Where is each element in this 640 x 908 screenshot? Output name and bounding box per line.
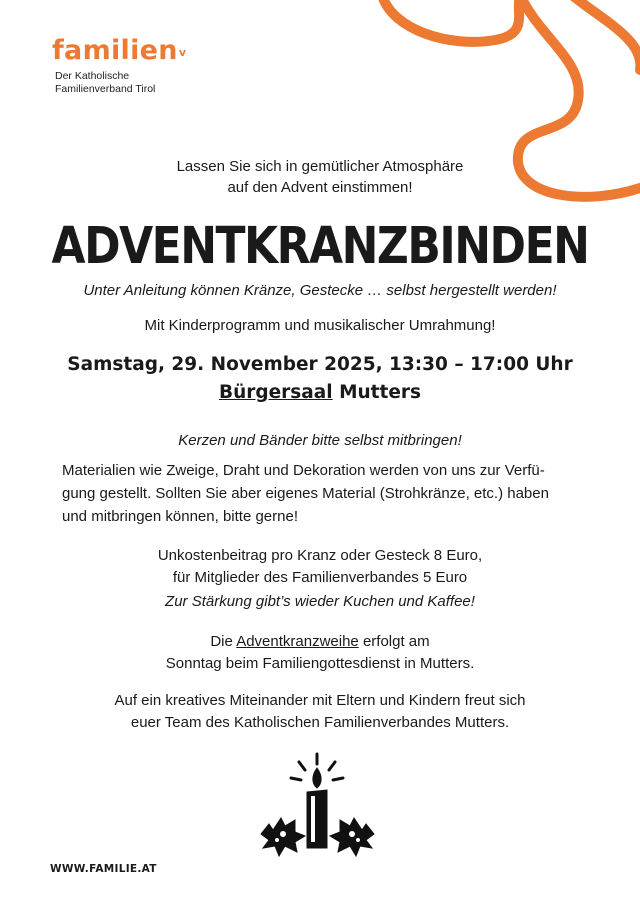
familienverband-logo[interactable] [52, 36, 186, 95]
blessing-line1 [0, 631, 640, 653]
intro-line1: Lassen Sie sich in gemütlicher Atmosphäre [176, 158, 464, 175]
logo-mark: v [178, 46, 187, 59]
event-datetime: Samstag, 29. November 2025, 13:30 – 17:00 Uhr [67, 354, 573, 375]
bring-note: Kerzen und Bänder bitte selbst mitbringen! [178, 432, 462, 449]
event-venue [0, 380, 640, 406]
blessing-line2: Sonntag beim Familiengottesdienst in Mutters. [165, 655, 475, 672]
venue-place: Mutters [332, 382, 422, 403]
closing-line2: euer Team des Katholischen Familienverbandes Mutters. [130, 714, 510, 731]
cost-line1: Unkostenbeitrag pro Kranz oder Gesteck 8 Euro, [157, 547, 483, 564]
logo-wordmark [52, 36, 186, 66]
website-link[interactable]: WWW.FAMILIE.AT [50, 863, 157, 875]
intro-text [0, 156, 640, 198]
kids-program-note: Mit Kinderprogramm und musikalischer Umrahmung! [144, 317, 496, 334]
blessing-suffix: erfolgt am [358, 633, 430, 650]
cost-line2: für Mitglieder des Familienverbandes 5 Euro [172, 569, 468, 586]
blessing-link[interactable]: Adventkranzweihe [236, 633, 359, 650]
cake-note: Zur Stärkung gibt’s wieder Kuchen und Kaffee! [165, 593, 475, 610]
page-title: ADVENTKRANZBINDEN [51, 217, 589, 276]
intro-line2: auf den Advent einstimmen! [227, 179, 413, 196]
materials-paragraph [62, 459, 582, 528]
blessing-info [0, 631, 640, 675]
blessing-prefix: Die [210, 633, 237, 650]
logo-subtitle [55, 70, 186, 95]
materials-line1: Materialien wie Zweige, Draht und Dekoration werden von uns zur Verfü- [62, 462, 545, 479]
subtitle: Unter Anleitung können Kränze, Gestecke … selbst hergestellt werden! [83, 282, 557, 299]
logo-word: familien [52, 35, 178, 66]
materials-line3: und mitbringen können, bitte gerne! [62, 508, 298, 525]
materials-line2: gung gestellt. Sollten Sie aber eigenes Material (Strohkränze, etc.) haben [62, 485, 549, 502]
closing-text [0, 690, 640, 734]
cost-info [0, 545, 640, 589]
closing-line1: Auf ein kreatives Miteinander mit Eltern und Kindern freut sich [114, 692, 526, 709]
logo-subtitle-line2: Familienverband Tirol [55, 82, 156, 95]
advent-candle-icon [255, 752, 380, 862]
venue-name: Bürgersaal [218, 382, 333, 403]
logo-subtitle-line1: Der Katholische [55, 70, 130, 82]
